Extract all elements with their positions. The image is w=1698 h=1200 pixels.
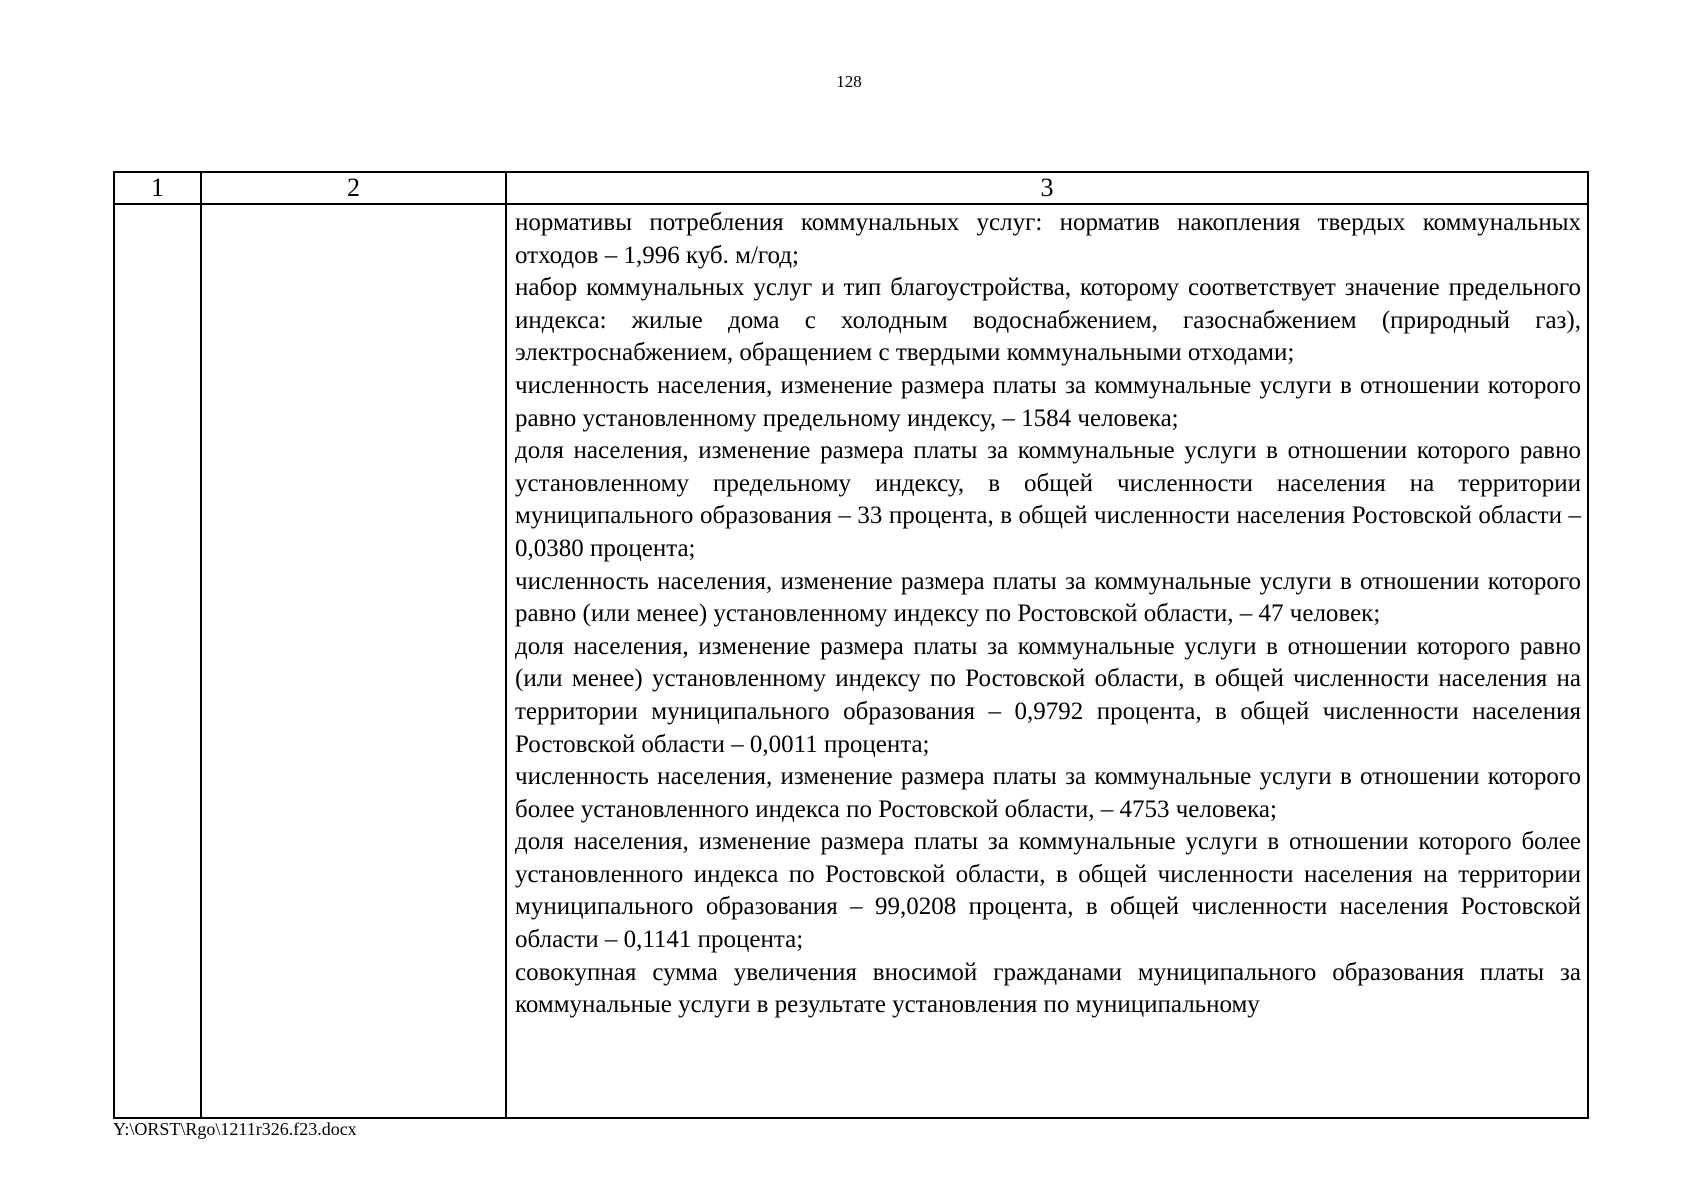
table-cell-column-2 [201, 204, 506, 1118]
paragraph-9: совокупная сумма увеличения вносимой гражданами муниципального образования платы за коммунальные услуги в результате установления по муниципальному [515, 958, 1581, 1019]
content-table [113, 171, 1589, 1119]
table-header-row [114, 172, 1588, 204]
table-row [114, 204, 1588, 1118]
paragraph-2: набор коммунальных услуг и тип благоустройства, которому соответствует значение предельного индекса: жилые дома с холодным водоснабжением, газоснабжением (природный газ), электроснабжением, обращением с твердыми коммунальными отходами; [515, 274, 1581, 367]
paragraph-7: численность населения, изменение размера платы за коммунальные услуги в отношении которого более установленного индекса по Ростовской области, – 4753 человека; [515, 763, 1581, 823]
column-header-2: 2 [201, 172, 506, 204]
paragraph-6: доля населения, изменение размера платы за коммунальные услуги в отношении которого равно (или менее) установленному индексу по Ростовской области, в общей численности населения на территории муниципального образования – 0,9792 процента, в общей численности населения Ростовской области – 0,0011 процента; [515, 632, 1581, 758]
table-cell-column-3 [506, 204, 1588, 1118]
paragraph-8: доля населения, изменение размера платы за коммунальные услуги в отношении которого более установленного индекса по Ростовской области, в общей численности населения на территории муниципального образования – 99,0208 процента, в общей численности населения Ростовской области – 0,1141 процента; [515, 828, 1581, 954]
paragraph-1: нормативы потребления коммунальных услуг: норматив накопления твердых коммунальных отходов – 1,996 куб. м/год; [515, 209, 1581, 269]
footer-file-path: Y:\ORST\Rgo\1211r326.f23.docx [113, 1119, 357, 1139]
column-header-3: 3 [506, 172, 1588, 204]
paragraph-4: доля населения, изменение размера платы за коммунальные услуги в отношении которого равно установленному предельному индексу, в общей численности населения на территории муниципального образования – 33 процента, в общей численности населения Ростовской области – 0,0380 процента; [515, 437, 1581, 562]
paragraph-3: численность населения, изменение размера платы за коммунальные услуги в отношении которого равно установленному предельному индексу, – 1584 человека; [515, 371, 1581, 432]
column-header-1: 1 [114, 172, 201, 204]
page-number: 128 [836, 72, 862, 91]
column-3-text [507, 205, 1587, 1117]
table-cell-column-1 [114, 204, 201, 1118]
paragraph-5: численность населения, изменение размера платы за коммунальные услуги в отношении которого равно (или менее) установленному индексу по Ростовской области, – 47 человек; [515, 567, 1581, 628]
